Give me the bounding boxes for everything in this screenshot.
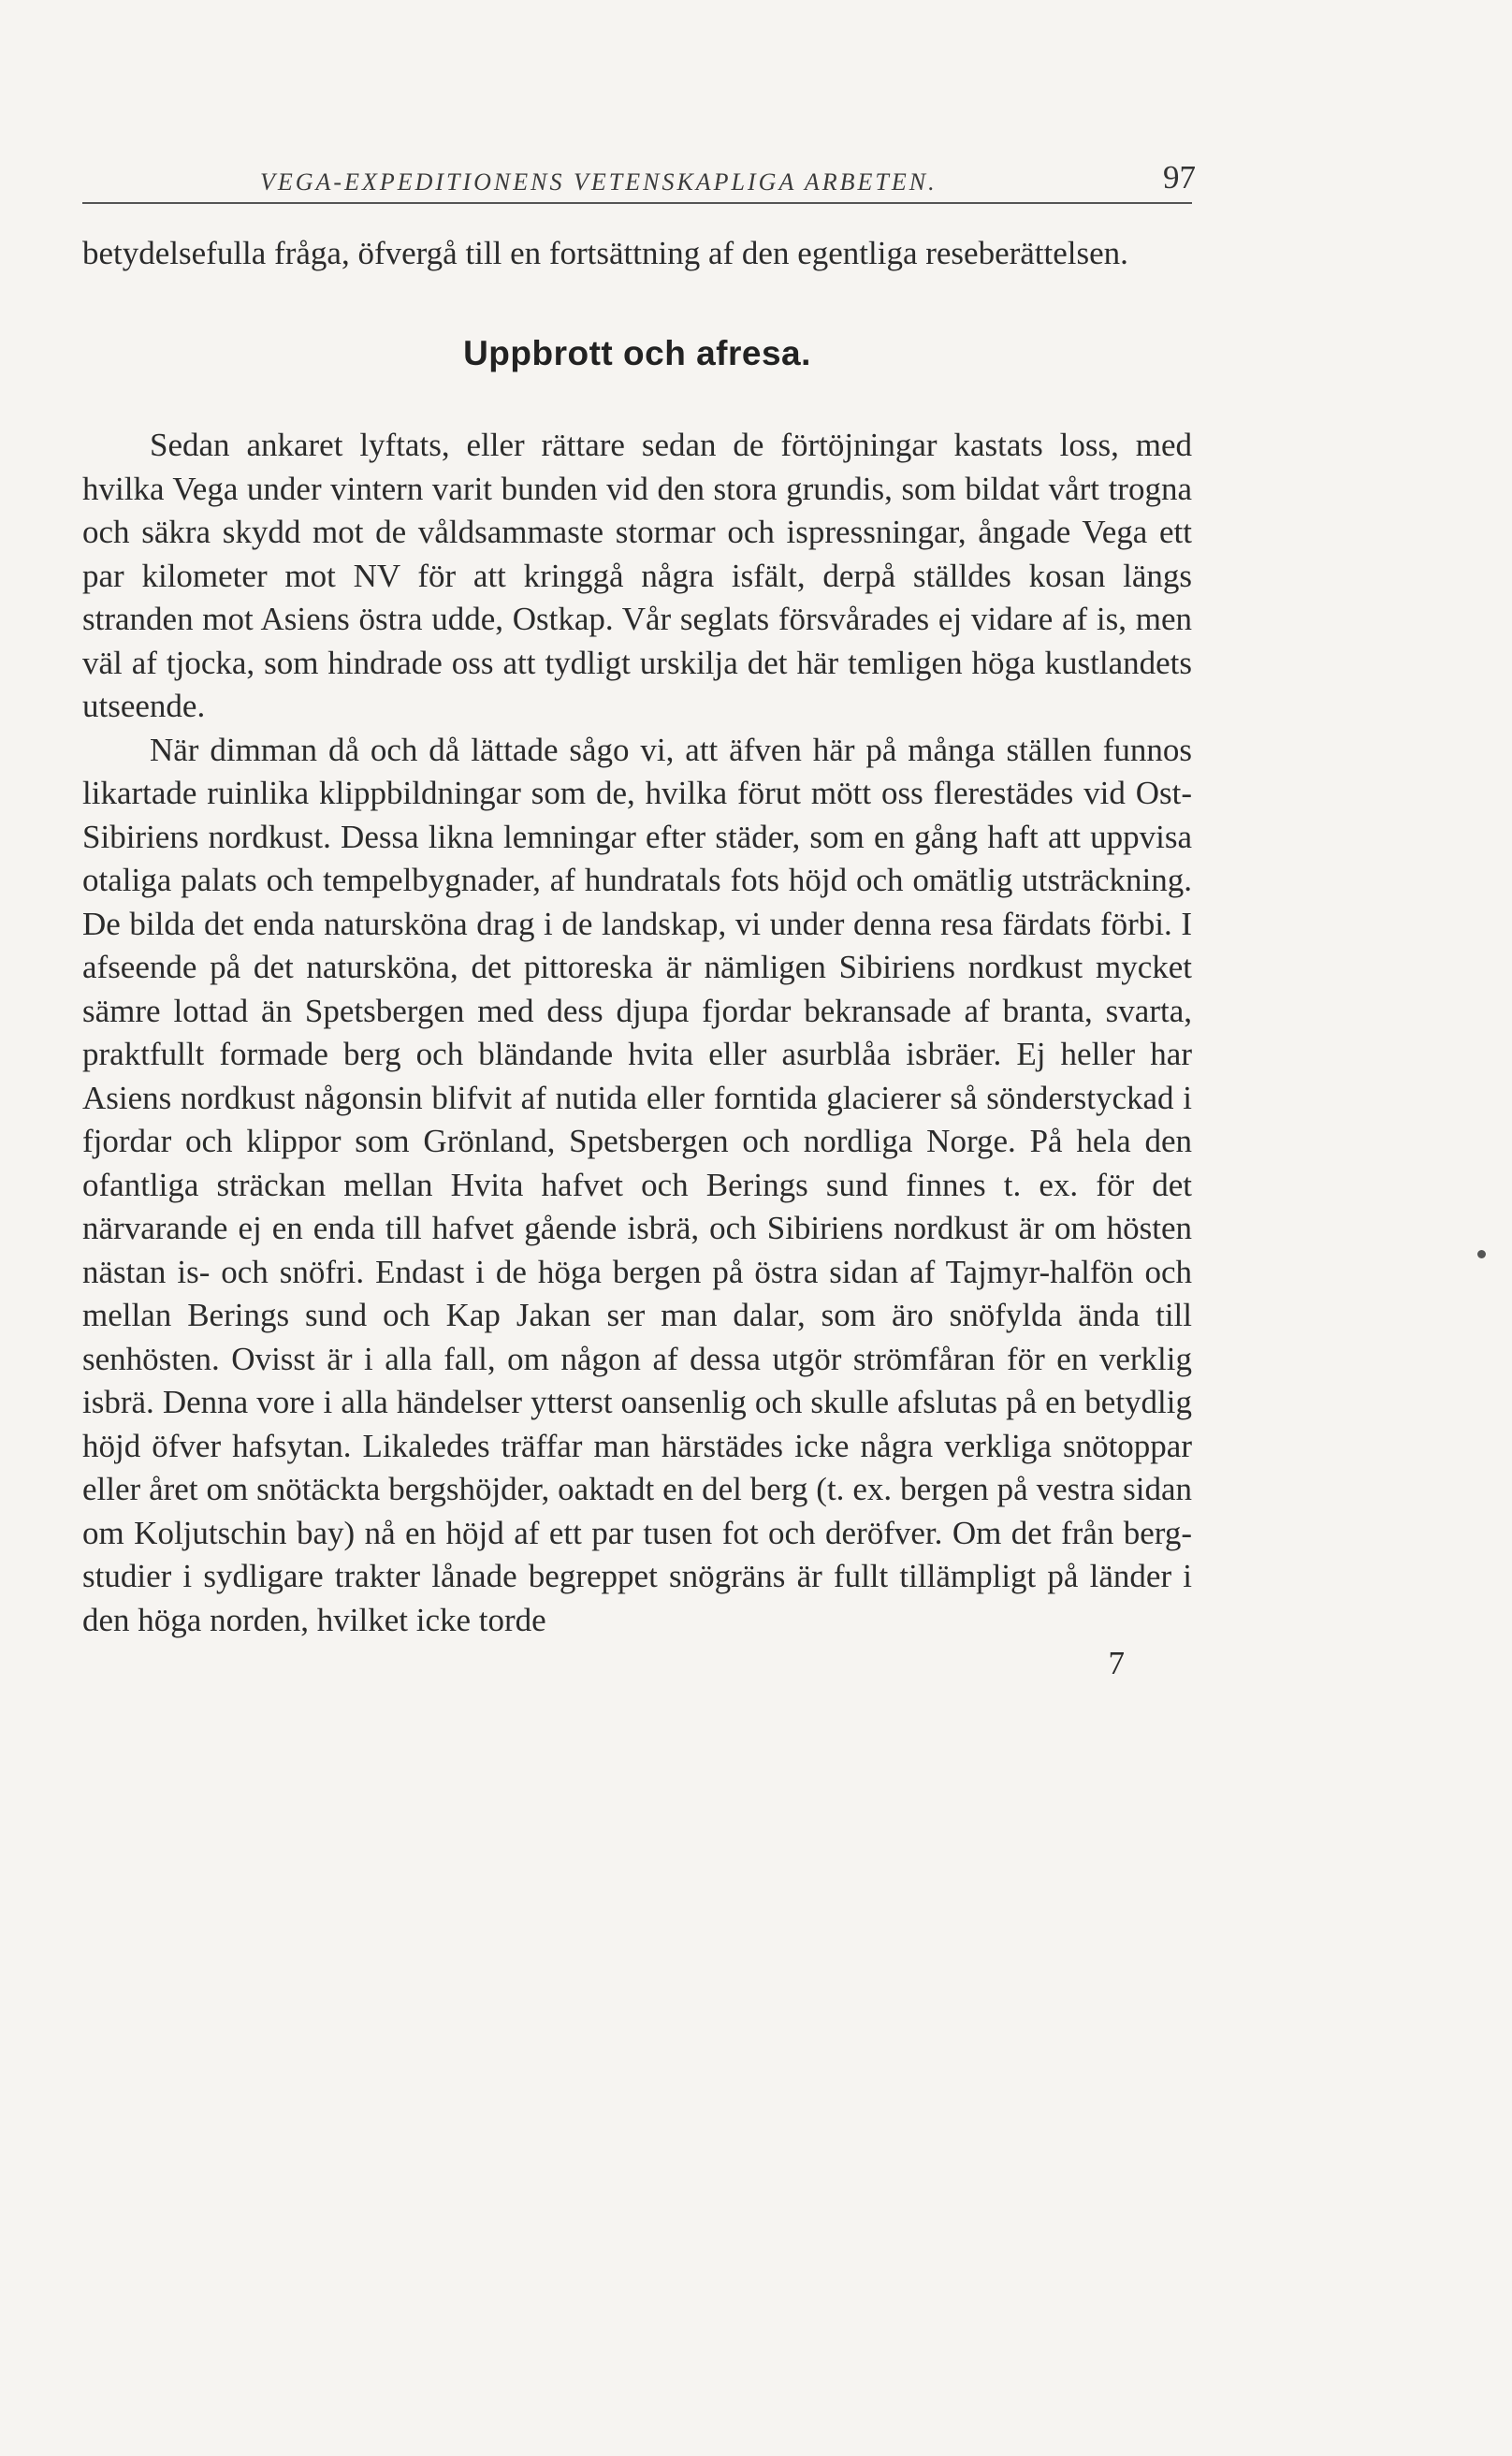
intro-paragraph: betydelsefulla fråga, öfvergå till en fortsättning af den egentliga reseberättelsen. <box>82 235 1128 271</box>
margin-speck <box>1477 1250 1486 1258</box>
page-header <box>82 150 1196 204</box>
body-text <box>82 232 1192 1685</box>
header-rule <box>82 202 1192 204</box>
paragraph-2: När dimman då och då lättade sågo vi, att äfven här på många ställen funnos likartade ruinlika klippbildningar som de, hvilka förut mött oss flerestädes vid Ost-Sibiriens nordkust. Dessa likna lemningar efter städer, som en gång haft att uppvisa otaliga palats och tempelbygnader, af hundratals fots höjd och omätlig utsträckning. De bilda det enda natursköna drag i de landskap, vi under denna resa färdats förbi. I afseende på det naturskönа, det pittoreska är nämligen Sibiriens nordkust mycket sämre lottad än Spetsbergen med dess djupa fjordar bekransade af branta, svarta, praktfullt formade berg och bländande hvita eller asurblåa isbräer. Ej heller har Asiens nordkust någonsin blifvit af nutida eller forntida glacierer så sönderstyckad i fjordar och klippor som Grönland, Spetsbergen och nordliga Norge. På hela den ofantliga sträckan mellan Hvita hafvet och Berings sund finnes t. ex. för det närvarande ej en enda till hafvet gående isbrä, och Sibiriens nordkust är om hösten nästan is- och snöfri. Endast i de höga bergen på östra sidan af Tajmyr-halfön och mellan Berings sund och Kap Jakan ser man dalar, som äro snöfylda ända till senhösten. Ovisst är i alla fall, om någon af dessa utgör strömfåran för en verklig isbrä. Denna vore i alla händelser ytterst oansenlig och skulle afslutas på en betydlig höjd öfver hafsytan. Likaledes träffar man härstädes icke några verkliga snötoppar eller året om snötäckta bergshöjder, oaktadt en del berg (t. ex. bergen på vestra sidan om Koljutschin bay) nå en höjd af ett par tusen fot och deröfver. Om det från bergstudier i sydligare trakter lånade begreppet snögräns är fullt tillämpligt på länder i den höga norden, hvilket icke torde <box>82 731 1192 1638</box>
paragraph-1: Sedan ankaret lyftats, eller rättare sedan de förtöjningar kastats loss, med hvilka Vega under vintern varit bunden vid den stora grundis, som bildat vårt trogna och säkra skydd mot de våldsammaste stormar och ispressningar, ångade Vega ett par kilometer mot NV för att kringgå några isfält, derpå ställdes kosan längs stranden mot Asiens östra udde, Ostkap. Vår seglats försvårades ej vidare af is, men väl af tjocka, som hindrade oss att tydligt urskilja det här temligen höga kustlandets utseende. <box>82 427 1192 724</box>
page-number: 97 <box>1163 159 1196 196</box>
section-heading: Uppbrott och afresa. <box>463 333 811 372</box>
running-head: VEGA-EXPEDITIONENS VETENSKAPLIGA ARBETEN. <box>260 168 938 196</box>
book-page <box>82 150 1196 1685</box>
signature-mark: 7 <box>1108 1645 1125 1681</box>
